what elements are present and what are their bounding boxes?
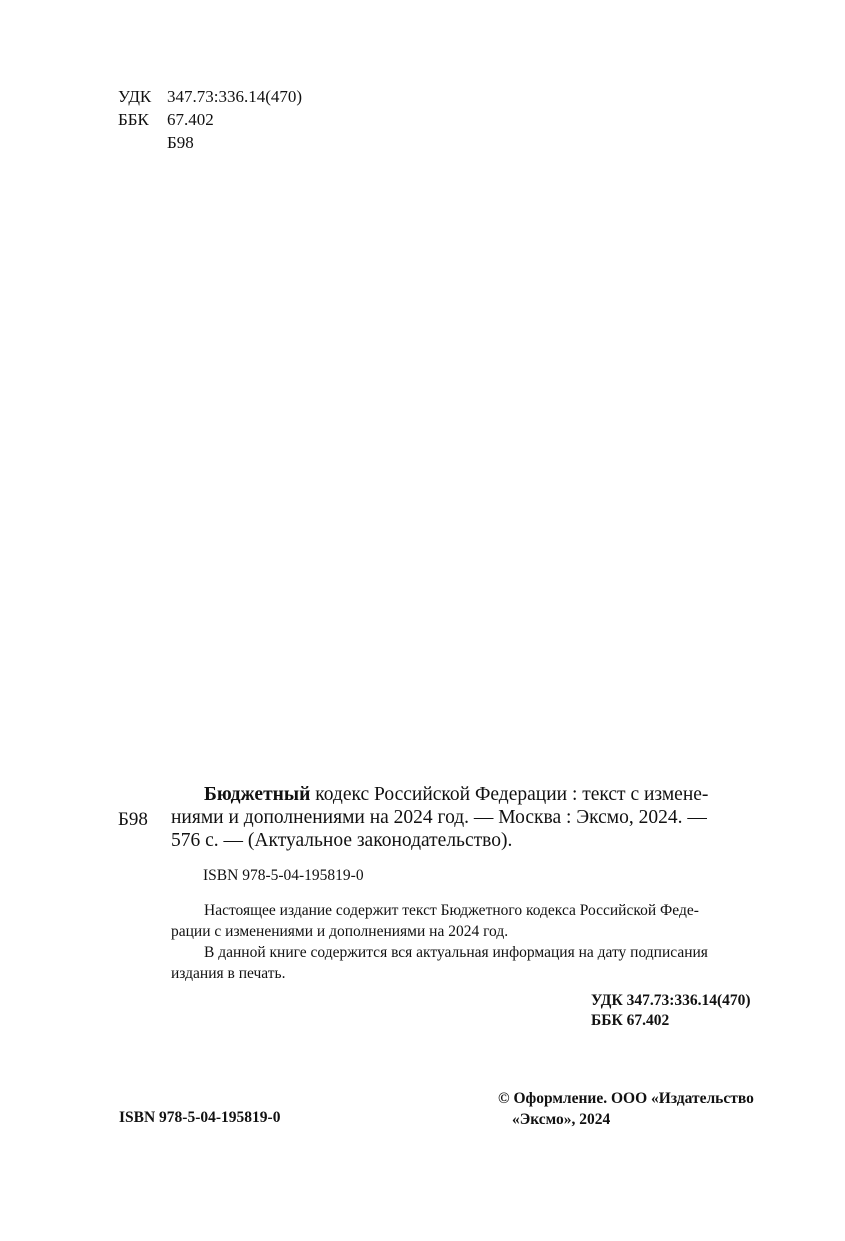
entry-line-2: ниями и дополнениями на 2024 год. — Москва : Эксмо, 2024. —	[171, 807, 707, 828]
bottom-codes	[591, 991, 751, 1031]
annotation-p1-line-2: рации с изменениями и дополнениями на 2024 год.	[171, 923, 509, 940]
entry-title: Бюджетный	[204, 784, 311, 805]
entry-line-3: 576 с. — (Актуальное законодательство).	[171, 830, 513, 851]
entry-line-1	[171, 783, 771, 806]
entry-author-mark: Б98	[118, 809, 148, 830]
entry-line-1-rest: кодекс Российской Федерации : текст с измене-	[310, 784, 709, 805]
udk-value: 347.73:336.14(470)	[167, 87, 303, 106]
copyright-line-2: «Эксмо», 2024	[512, 1111, 611, 1128]
isbn-bottom: ISBN 978-5-04-195819-0	[119, 1109, 281, 1126]
bottom-udk: УДК 347.73:336.14(470)	[591, 992, 751, 1009]
bibliographic-entry	[171, 783, 771, 852]
bbk-label: ББК	[118, 110, 149, 129]
annotation	[171, 900, 771, 984]
udk-label: УДК	[118, 87, 152, 106]
copyright-notice	[498, 1088, 754, 1130]
bbk-value: 67.402	[167, 110, 214, 129]
annotation-p1-line-1: Настоящее издание содержит текст Бюджетного кодекса Российской Феде-	[204, 902, 699, 919]
annotation-p2-line-2: издания в печать.	[171, 965, 286, 982]
isbn-line: ISBN 978-5-04-195819-0	[203, 867, 364, 884]
bottom-bbk: ББК 67.402	[591, 1012, 670, 1029]
annotation-p2-line-1: В данной книге содержится вся актуальная информация на дату подписания	[204, 944, 708, 961]
author-mark: Б98	[167, 133, 194, 152]
copyright-line-1: © Оформление. ООО «Издательство	[498, 1090, 754, 1107]
